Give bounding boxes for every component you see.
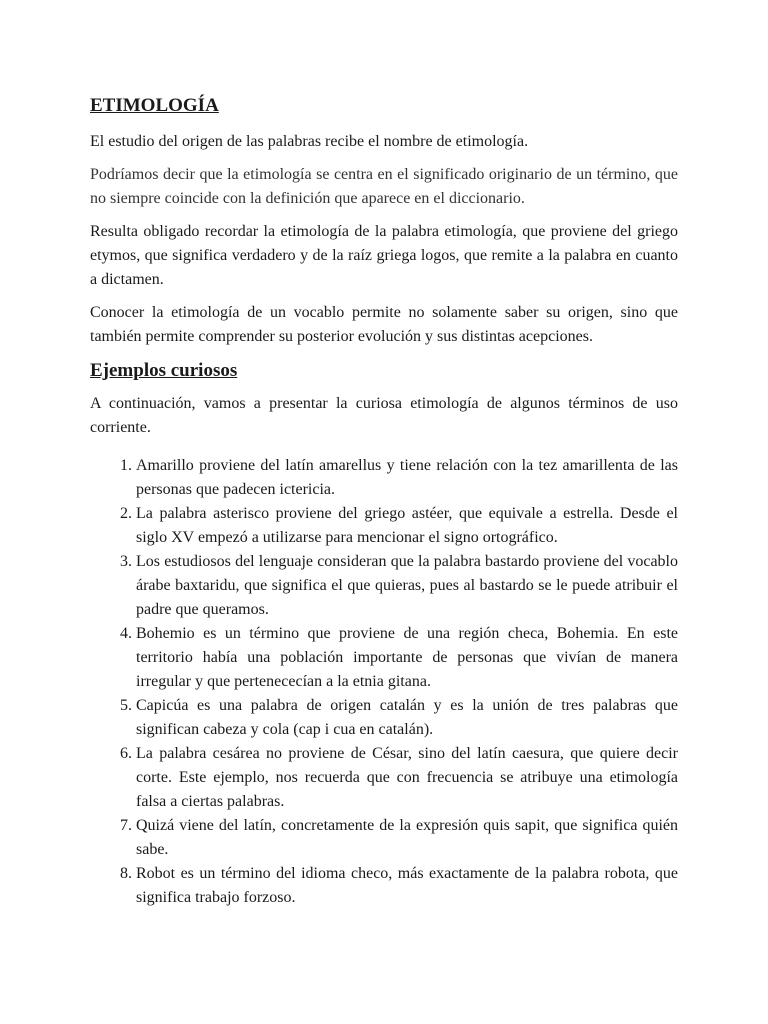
list-item: 8. Robot es un término del idioma checo, más exactamente de la palabra robota, que significa trabajo forzoso.: [136, 862, 678, 910]
list-item: 4. Bohemio es un término que proviene de una región checa, Bohemia. En este territorio había una población importante de personas que vivían de manera irregular y que pertenececían a la etnia gitana.: [136, 622, 678, 694]
paragraph-definition: Podríamos decir que la etimología se centra en el significado originario de un término, que no siempre coincide con la definición que aparece en el diccionario.: [90, 166, 678, 207]
document-page: [90, 93, 678, 910]
list-item: 1. Amarillo proviene del latín amarellus y tiene relación con la tez amarillenta de las personas que padecen ictericia.: [136, 454, 678, 502]
paragraph-origin: Resulta obligado recordar la etimología de la palabra etimología, que proviene del griego etymos, que significa verdadero y de la raíz griega logos, que remite a la palabra en cuanto a dictamen.: [90, 223, 678, 288]
document-title: ETIMOLOGÍA: [90, 95, 219, 116]
list-item: 6. La palabra cesárea no proviene de César, sino del latín caesura, que quiere decir corte. Este ejemplo, nos recuerda que con frecuencia se atribuye una etimología falsa a ciertas palabras.: [136, 742, 678, 814]
section-heading: Ejemplos curiosos: [90, 360, 238, 381]
list-item: 7. Quizá viene del latín, concretamente de la expresión quis sapit, que significa quién sabe.: [136, 814, 678, 862]
list-item: 2. La palabra asterisco proviene del griego astéer, que equivale a estrella. Desde el siglo XV empezó a utilizarse para mencionar el signo ortográfico.: [136, 502, 678, 550]
list-item: 5. Capicúa es una palabra de origen catalán y es la unión de tres palabras que significan cabeza y cola (cap i cua en catalán).: [136, 694, 678, 742]
list-item: 3. Los estudiosos del lenguaje consideran que la palabra bastardo proviene del vocablo árabe baxtaridu, que significa el que quieras, pues al bastardo se le puede atribuir el padre que queramos.: [136, 550, 678, 622]
examples-list: [90, 454, 678, 910]
paragraph-intro: El estudio del origen de las palabras recibe el nombre de etimología.: [90, 133, 529, 150]
paragraph-purpose: Conocer la etimología de un vocablo permite no solamente saber su origen, sino que también permite comprender su posterior evolución y sus distintas acepciones.: [90, 304, 678, 345]
section-intro: A continuación, vamos a presentar la curiosa etimología de algunos términos de uso corriente.: [90, 395, 678, 436]
